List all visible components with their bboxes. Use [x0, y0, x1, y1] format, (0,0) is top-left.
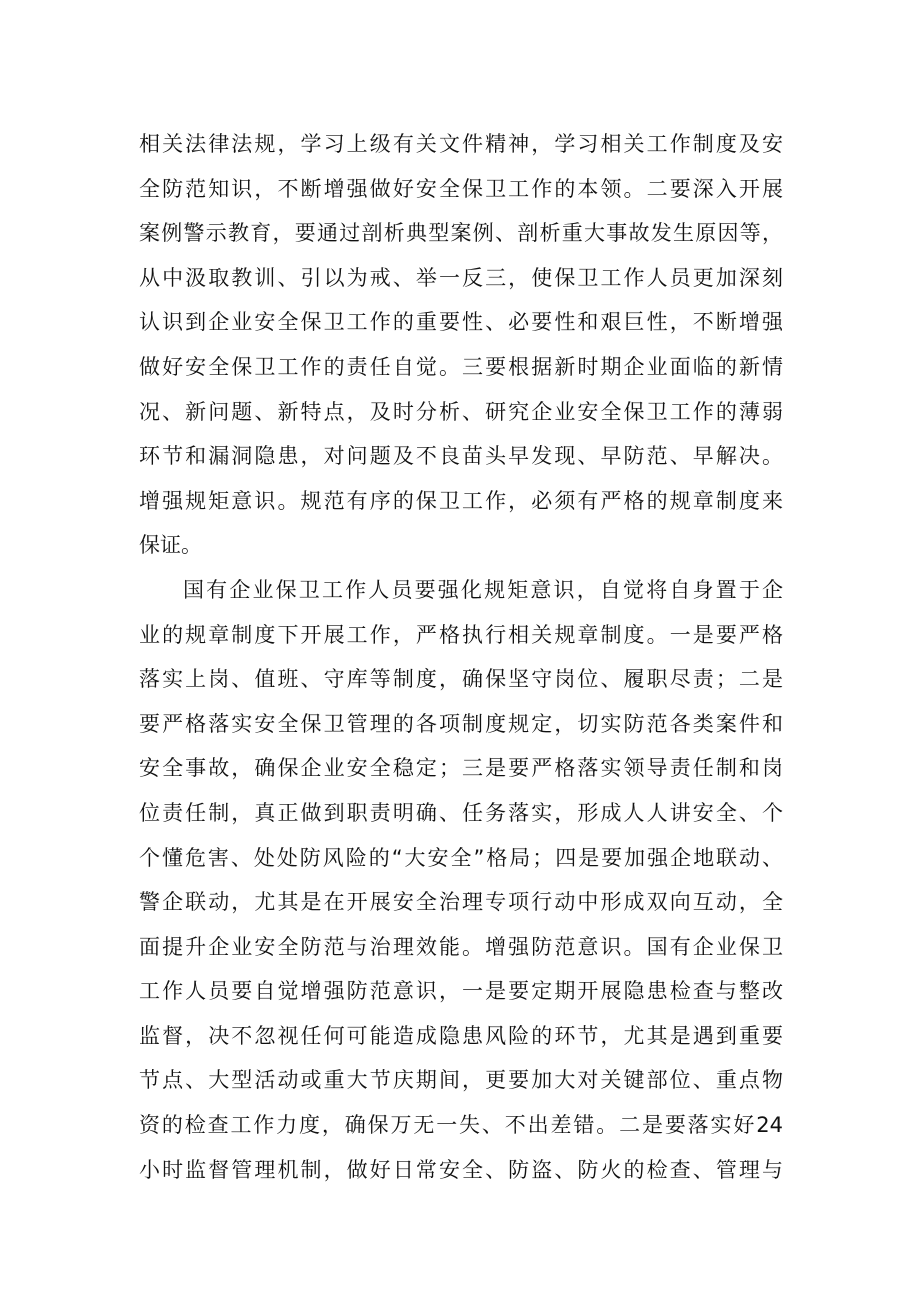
text-line: 做好安全保卫工作的责任自觉。三要根据新时期企业面临的新情: [139, 354, 783, 379]
text-line: 安全事故，确保企业安全稳定；三是要严格落实领导责任制和岗: [139, 756, 783, 781]
text-line: 小时监督管理机制，做好日常安全、防盗、防火的检查、管理与: [139, 1157, 783, 1182]
text-line: 国有企业保卫工作人员要强化规矩意识，自觉将自身置于企: [183, 577, 783, 602]
text-line: 工作人员要自觉增强防范意识，一是要定期开展隐患检查与整改: [139, 979, 783, 1004]
text-line: 保证。: [139, 533, 202, 558]
text-line: 相关法律法规，学习上级有关文件精神，学习相关工作制度及安: [139, 132, 783, 156]
text-line: 认识到企业安全保卫工作的重要性、必要性和艰巨性，不断增强: [139, 310, 783, 335]
text-line: 从中汲取教训、引以为戒、举一反三，使保卫工作人员更加深刻: [139, 265, 783, 290]
text-line: 落实上岗、值班、守库等制度，确保坚守岗位、履职尽责；二是: [139, 667, 783, 692]
text-line: 位责任制，真正做到职责明确、任务落实，形成人人讲安全、个: [139, 800, 783, 825]
text-line: 增强规矩意识。规范有序的保卫工作，必须有严格的规章制度来: [139, 488, 783, 513]
text-line: 业的规章制度下开展工作，严格执行相关规章制度。一是要严格: [139, 622, 783, 647]
text-line: 要严格落实安全保卫管理的各项制度规定，切实防范各类案件和: [139, 711, 783, 736]
document-body: [139, 122, 783, 1192]
text-line: 警企联动，尤其是在开展安全治理专项行动中形成双向互动，全: [139, 890, 783, 915]
text-line: 案例警示教育，要通过剖析典型案例、剖析重大事故发生原因等，: [139, 221, 783, 246]
text-line: 况、新问题、新特点，及时分析、研究企业安全保卫工作的薄弱: [139, 399, 783, 424]
text-line: 环节和漏洞隐患，对问题及不良苗头早发现、早防范、早解决。: [139, 444, 783, 469]
paragraph-2: [139, 568, 783, 1192]
text-line: 全防范知识，不断增强做好安全保卫工作的本领。二要深入开展: [139, 176, 783, 201]
text-line: 节点、大型活动或重大节庆期间，更要加大对关键部位、重点物: [139, 1068, 783, 1093]
text-line: 个懂危害、处处防风险的“大安全”格局；四是要加强企地联动、: [139, 845, 783, 870]
text-line: 监督，决不忽视任何可能造成隐患风险的环节，尤其是遇到重要: [139, 1023, 783, 1048]
text-line: 资的检查工作力度，确保万无一失、不出差错。二是要落实好24: [139, 1113, 783, 1138]
text-line: 面提升企业安全防范与治理效能。增强防范意识。国有企业保卫: [139, 934, 783, 959]
paragraph-1: [139, 122, 783, 568]
